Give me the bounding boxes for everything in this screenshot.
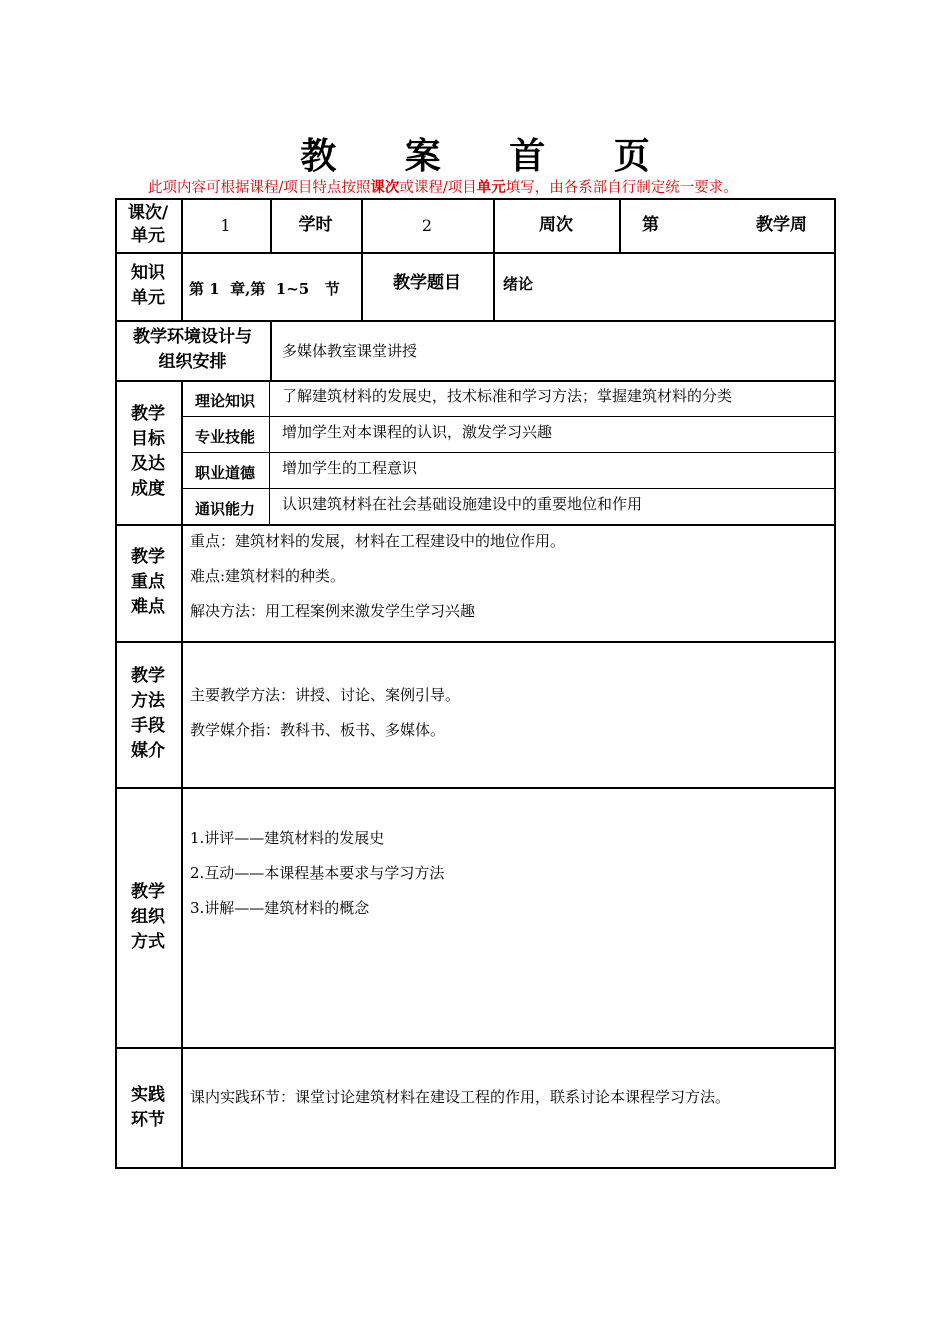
week-prefix: 第 xyxy=(642,214,659,235)
keypoints-label: 教学 重点 难点 xyxy=(131,547,165,617)
week-suffix: 教学周 xyxy=(756,214,807,235)
organization-line: 1.讲评——建筑材料的发展史 xyxy=(190,829,385,847)
col-divider xyxy=(619,198,621,252)
objective-value-skill: 增加学生对本课程的认识，激发学习兴趣 xyxy=(282,422,553,441)
objective-label-general: 通识能力 xyxy=(194,499,255,518)
lesson-value: 1 xyxy=(220,215,231,235)
practice-label: 实践 环节 xyxy=(131,1085,165,1130)
row-divider xyxy=(115,787,836,789)
objective-label-skill: 专业技能 xyxy=(194,427,255,446)
organization-line: 3.讲解——建筑材料的概念 xyxy=(190,899,370,917)
methods-line: 主要教学方法：讲授、讨论、案例引导。 xyxy=(190,686,461,704)
week-label: 周次 xyxy=(539,214,573,235)
note-text-2: 或课程/项目 xyxy=(399,180,477,196)
instruction-note xyxy=(148,176,738,197)
col-divider xyxy=(270,320,272,380)
note-highlight-2: 单元 xyxy=(476,179,506,196)
note-text-3: 填写，由各系部自行制定统一要求。 xyxy=(505,180,738,196)
objectives-label: 教学 目标 及达 成度 xyxy=(131,404,165,499)
environment-label: 教学环境设计与 组织安排 xyxy=(133,327,252,372)
objective-label-theory: 理论知识 xyxy=(194,391,255,410)
keypoints-line: 重点：建筑材料的发展，材料在工程建设中的地位作用。 xyxy=(190,532,566,550)
row-divider xyxy=(115,641,836,643)
practice-value: 课内实践环节：课堂讨论建筑材料在建设工程的作用，联系讨论本课程学习方法。 xyxy=(190,1088,731,1106)
environment-value: 多媒体教室课堂讲授 xyxy=(282,341,418,360)
lesson-label: 课次/ 单元 xyxy=(127,203,169,246)
objective-value-ethics: 增加学生的工程意识 xyxy=(282,458,418,477)
keypoints-line: 解决方法：用工程案例来激发学生学习兴趣 xyxy=(190,602,476,620)
row-divider xyxy=(115,1047,836,1049)
objective-value-general: 认识建筑材料在社会基础设施建设中的重要地位和作用 xyxy=(282,494,643,513)
objective-label-ethics: 职业道德 xyxy=(194,463,255,482)
knowledge-value: 第 1 章,第 1~5 节 xyxy=(189,279,340,298)
topic-label: 教学题目 xyxy=(393,272,461,293)
methods-line: 教学媒介指：教科书、板书、多媒体。 xyxy=(190,721,446,739)
organization-label: 教学 组织 方式 xyxy=(131,881,165,952)
objective-value-theory: 了解建筑材料的发展史，技术标准和学习方法；掌握建筑材料的分类 xyxy=(282,386,733,405)
methods-label: 教学 方法 手段 媒介 xyxy=(131,666,165,761)
organization-line: 2.互动——本课程基本要求与学习方法 xyxy=(190,864,445,882)
keypoints-line: 难点:建筑材料的种类。 xyxy=(190,567,346,585)
page-title: 教 案 首 页 xyxy=(300,135,678,177)
note-highlight-1: 课次 xyxy=(370,179,400,196)
hours-value: 2 xyxy=(421,215,433,235)
col-divider xyxy=(269,380,270,524)
hours-label: 学时 xyxy=(298,214,333,235)
topic-value: 绪论 xyxy=(503,274,534,293)
knowledge-label: 知识 单元 xyxy=(131,263,165,308)
note-text-1: 此项内容可根据课程/项目特点按照 xyxy=(148,180,371,196)
